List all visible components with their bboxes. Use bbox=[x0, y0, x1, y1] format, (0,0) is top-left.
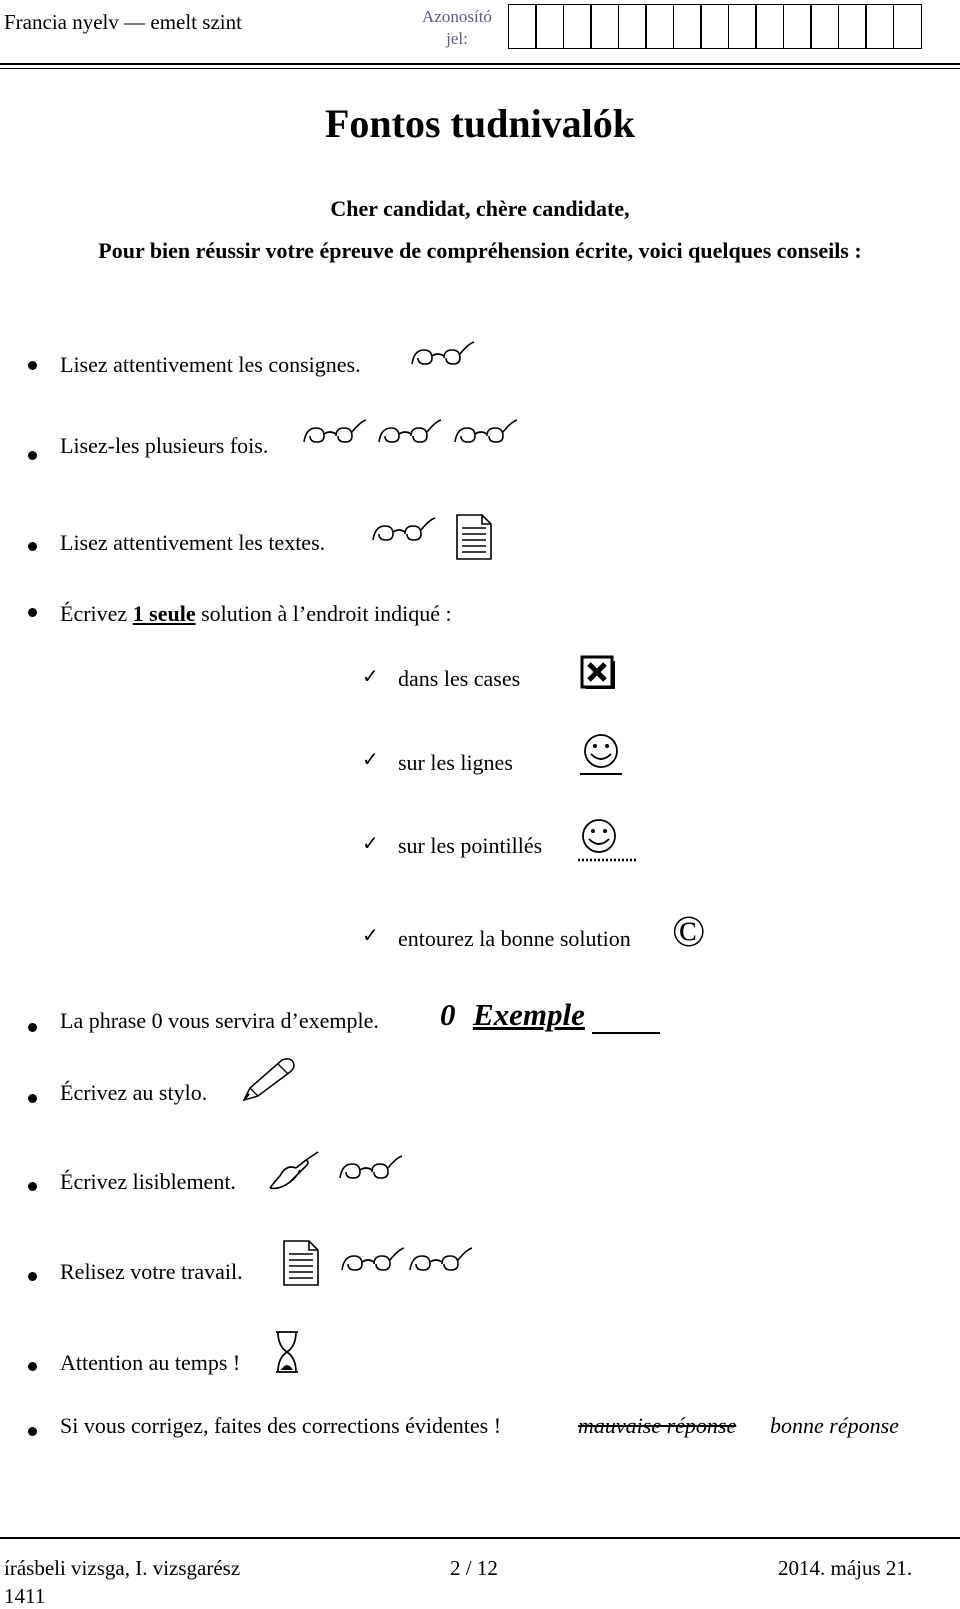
subtip-circle: entourez la bonne solution bbox=[398, 926, 631, 951]
bullet bbox=[28, 1272, 37, 1281]
bullet bbox=[28, 1362, 37, 1371]
tip-pen: Écrivez au stylo. bbox=[60, 1080, 208, 1105]
tip-reread: Relisez votre travail. bbox=[60, 1259, 243, 1284]
bullet bbox=[28, 1427, 37, 1436]
checkmark-icon: ✓ bbox=[362, 833, 379, 855]
bullet bbox=[28, 1182, 37, 1191]
id-box bbox=[838, 4, 867, 49]
subtip-boxes: dans les cases bbox=[398, 666, 521, 691]
id-label-line2: jel: bbox=[446, 29, 468, 48]
circled-c-icon: © bbox=[672, 907, 706, 956]
footer-code: 1411 bbox=[4, 1584, 46, 1608]
tip-read-several-times: Lisez-les plusieurs fois. bbox=[60, 433, 269, 458]
checkmark-icon: ✓ bbox=[362, 925, 379, 947]
id-box bbox=[755, 4, 784, 49]
glasses-icon bbox=[408, 1248, 474, 1274]
example-underline bbox=[592, 1032, 660, 1034]
bullet bbox=[28, 1094, 37, 1103]
footer-page: 2 / 12 bbox=[450, 1556, 498, 1580]
id-label-line1: Azonosító bbox=[422, 7, 492, 26]
subtip-dotted: sur les pointillés bbox=[398, 833, 543, 858]
glasses-icon bbox=[302, 420, 368, 446]
id-box bbox=[563, 4, 592, 49]
bullet bbox=[28, 451, 37, 460]
example-word: Exemple bbox=[473, 997, 585, 1032]
id-label bbox=[417, 6, 497, 50]
smiley-icon bbox=[578, 818, 638, 864]
id-box bbox=[673, 4, 702, 49]
tip-read-instructions: Lisez attentivement les consignes. bbox=[60, 352, 361, 377]
tip-corrections: Si vous corrigez, faites des corrections évidentes ! bbox=[60, 1413, 502, 1438]
tip-time: Attention au temps ! bbox=[60, 1350, 241, 1375]
tip-legibly: Écrivez lisiblement. bbox=[60, 1169, 236, 1194]
id-box bbox=[618, 4, 647, 49]
tip4-emphasis: 1 seule bbox=[132, 601, 196, 626]
wrong-answer-example: mauvaise réponse bbox=[578, 1413, 737, 1438]
id-box bbox=[535, 4, 564, 49]
bullet bbox=[28, 542, 37, 551]
id-box bbox=[645, 4, 674, 49]
glasses-icon bbox=[340, 1248, 406, 1274]
smiley-icon bbox=[580, 733, 622, 777]
page-title: Fontos tudnivalók bbox=[324, 101, 636, 146]
id-box bbox=[700, 4, 729, 49]
tip-read-texts: Lisez attentivement les textes. bbox=[60, 530, 326, 555]
footer-exam: írásbeli vizsga, I. vizsgarész bbox=[4, 1556, 241, 1580]
intro: Pour bien réussir votre épreuve de compréhension écrite, voici quelques conseils : bbox=[98, 238, 862, 263]
checked-box-icon bbox=[580, 655, 616, 689]
id-box bbox=[508, 4, 537, 49]
document-icon bbox=[456, 514, 492, 560]
header-subject: Francia nyelv — emelt szint bbox=[4, 10, 242, 34]
footer-rule bbox=[0, 1537, 960, 1539]
id-box bbox=[728, 4, 757, 49]
header-rule bbox=[0, 63, 960, 65]
document-icon bbox=[283, 1240, 319, 1286]
header-rule-thin bbox=[0, 68, 960, 69]
tip4-post: solution à l’endroit indiqué : bbox=[195, 601, 452, 626]
glasses-icon bbox=[410, 342, 476, 368]
glasses-icon bbox=[338, 1156, 404, 1182]
tip-write-one-solution bbox=[60, 601, 452, 627]
id-boxes bbox=[509, 4, 922, 49]
id-box bbox=[893, 4, 922, 49]
footer-date: 2014. május 21. bbox=[778, 1556, 913, 1580]
glasses-icon bbox=[453, 420, 519, 446]
pen-icon bbox=[242, 1058, 296, 1102]
bullet bbox=[28, 361, 37, 370]
id-box bbox=[783, 4, 812, 49]
bullet bbox=[28, 1023, 37, 1032]
example-number: 0 bbox=[440, 997, 456, 1032]
tip4-pre: Écrivez bbox=[60, 601, 133, 626]
hourglass-icon bbox=[274, 1330, 300, 1374]
right-answer-example: bonne réponse bbox=[770, 1413, 899, 1438]
writing-hand-icon bbox=[266, 1150, 322, 1192]
checkmark-icon: ✓ bbox=[362, 666, 379, 688]
glasses-icon bbox=[371, 518, 437, 544]
checkmark-icon: ✓ bbox=[362, 749, 379, 771]
subtip-lines: sur les lignes bbox=[398, 750, 513, 775]
tip-example: La phrase 0 vous servira d’exemple. bbox=[60, 1008, 379, 1033]
greeting: Cher candidat, chère candidate, bbox=[330, 196, 630, 221]
id-box bbox=[865, 4, 894, 49]
id-box bbox=[810, 4, 839, 49]
bullet bbox=[28, 608, 37, 617]
glasses-icon bbox=[377, 420, 443, 446]
id-box bbox=[590, 4, 619, 49]
